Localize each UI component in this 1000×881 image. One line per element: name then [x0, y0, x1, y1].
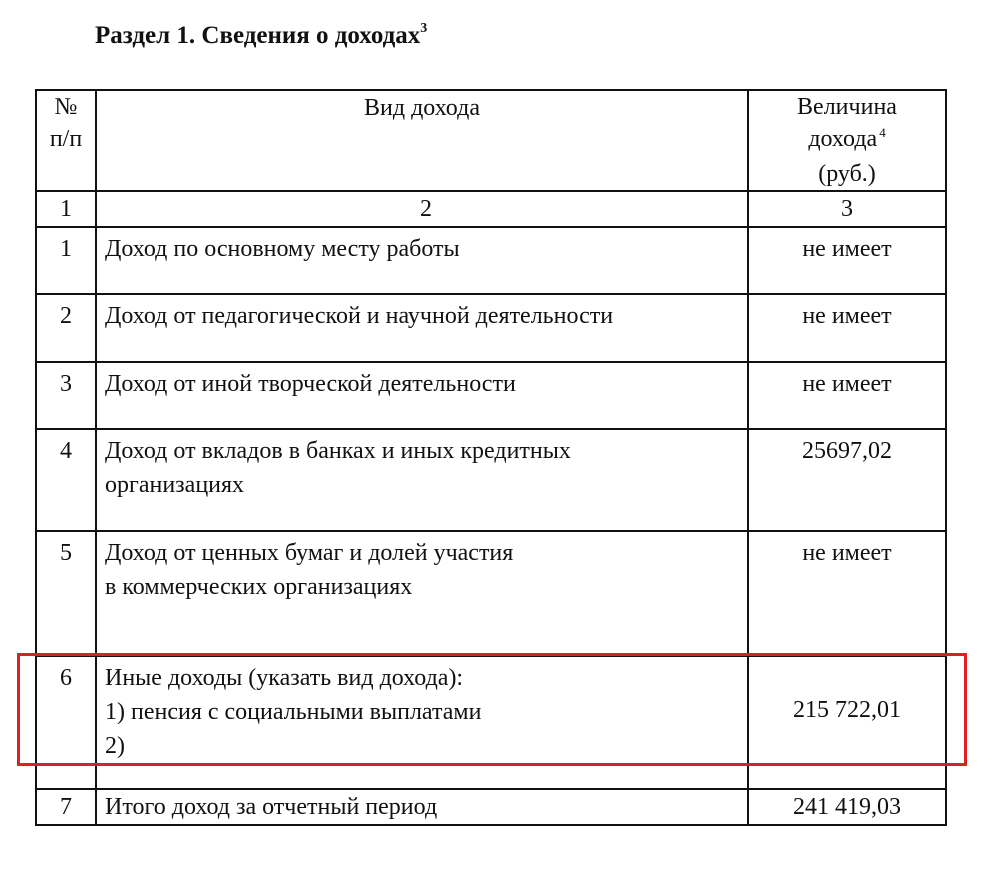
section-title [95, 22, 427, 50]
row-income-type: Доход от педагогической и научной деятельности [105, 303, 614, 329]
header-value-line2: дохода [808, 126, 878, 152]
row-income-type-cont: в коммерческих организациях [105, 574, 413, 600]
row-income-subitem-2: 2) [105, 733, 125, 759]
index-cell-1: 1 [36, 191, 96, 227]
row-num: 3 [60, 371, 72, 397]
row-income-value: не имеет [802, 371, 892, 397]
row-num: 7 [60, 794, 72, 820]
income-table [35, 89, 947, 826]
row-num: 2 [60, 303, 72, 329]
header-num-line2: п/п [49, 126, 83, 152]
row-income-type: Иные доходы (указать вид дохода): [105, 665, 464, 691]
header-type-cell [96, 90, 748, 191]
row-income-value: 215 722,01 [793, 697, 901, 723]
section-title-footnote: 3 [420, 20, 428, 36]
table-row [36, 227, 946, 294]
header-value-cell [748, 90, 946, 191]
row-num: 1 [60, 236, 72, 262]
row-income-type-cont: организациях [105, 472, 245, 498]
table-row [36, 789, 946, 825]
row-income-subitem-1: 1) пенсия с социальными выплатами [105, 699, 482, 725]
header-num-cell [36, 90, 96, 191]
header-value-line1: Величина [797, 94, 897, 120]
row-income-type: Доход по основному месту работы [105, 236, 460, 262]
header-num-line1: № [54, 94, 78, 120]
header-value-line3: (руб.) [818, 161, 876, 187]
row-income-value: не имеет [802, 236, 892, 262]
row-income-type: Доход от вкладов в банках и иных кредитных [105, 438, 571, 464]
row-income-type: Доход от иной творческой деятельности [105, 371, 516, 397]
table-row [36, 429, 946, 531]
table-row [36, 294, 946, 362]
row-income-value: не имеет [802, 303, 892, 329]
row-num: 6 [60, 665, 72, 691]
row-num: 5 [60, 540, 72, 566]
header-row [36, 90, 946, 191]
header-type-label: Вид дохода [364, 95, 480, 121]
section-title-text: Раздел 1. Сведения о доходах [95, 22, 421, 49]
row-income-value: 25697,02 [802, 438, 892, 464]
table-row [36, 531, 946, 656]
row-income-type: Итого доход за отчетный период [105, 794, 438, 820]
column-index-row [36, 191, 946, 227]
index-cell-3: 3 [748, 191, 946, 227]
index-cell-2: 2 [96, 191, 748, 227]
header-value-footnote: 4 [879, 125, 886, 140]
table-row [36, 656, 946, 789]
row-num: 4 [60, 438, 72, 464]
row-income-value: не имеет [802, 540, 892, 566]
row-total-value: 241 419,03 [793, 794, 901, 820]
table-row [36, 362, 946, 429]
row-income-type: Доход от ценных бумаг и долей участия [105, 540, 514, 566]
